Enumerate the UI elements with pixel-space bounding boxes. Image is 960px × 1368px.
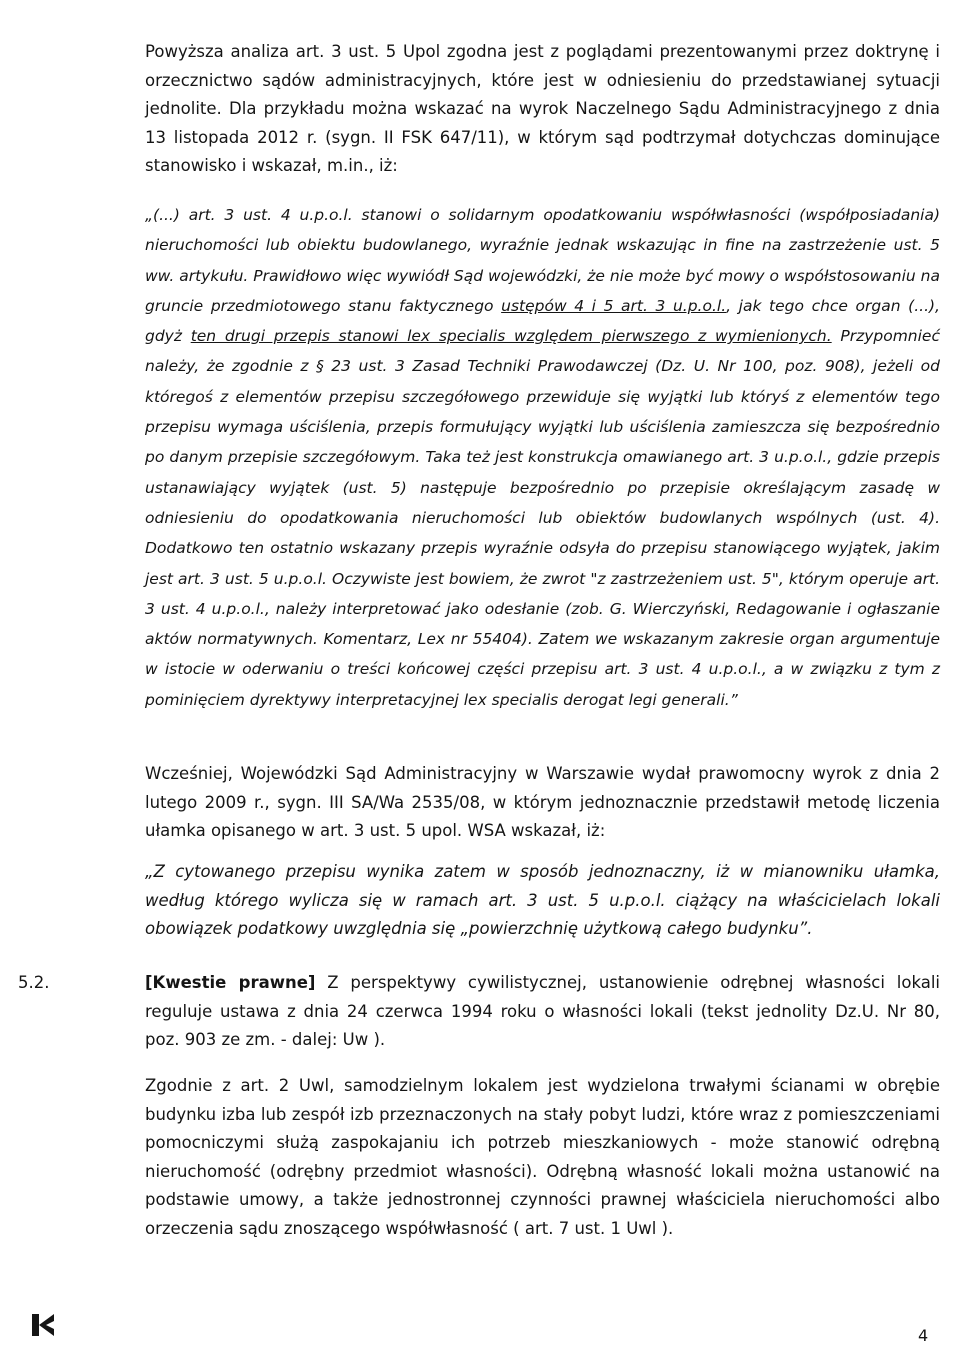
section-heading: [Kwestie prawne] xyxy=(145,973,316,992)
company-logo-icon xyxy=(30,1312,56,1338)
paragraph-legal-issues-text: Z perspektywy cywilistycznej, ustanowienie odrębnej własności lokali reguluje ustawa z dnia 24 czerwca 1994 roku o własności lokali (tekst jednolity Dz.U. Nr 80, poz. 903 ze zm. - dalej: Uw ). xyxy=(145,973,940,1049)
quote-nsa-judgment xyxy=(145,200,940,715)
paragraph-legal-issues xyxy=(145,969,940,1055)
page-number: 4 xyxy=(918,1326,929,1345)
paragraph-wsa-judgment: Wcześniej, Wojewódzki Sąd Administracyjny w Warszawie wydał prawomocny wyrok z dnia 2 lutego 2009 r., sygn. III SA/Wa 2535/08, w którym jednoznacznie przedstawił metodę liczenia ułamka opisanego w art. 3 ust. 5 upol. WSA wskazał, iż: xyxy=(145,764,940,840)
quote-nsa-part-a: „(...) art. 3 ust. 4 u.p.o.l. stanowi o solidarnym opodatkowaniu współwłasności (współposiadania) nieruchomości lub obiektu budowlanego, wyraźnie jednak wskazując in fine na zastrzeżenie ust. 5 ww. artykułu. Prawidłowo więc wywiódł Sąd wojewódzki, że nie może być mowy o współstosowaniu na gruncie przedmiotowego stanu faktycznego xyxy=(145,206,940,315)
quote-nsa-underlined-1: ustępów 4 i 5 art. 3 u.p.o.l. xyxy=(501,296,727,315)
paragraph-art2: Zgodnie z art. 2 Uwl, samodzielnym lokalem jest wydzielona trwałymi ścianami w obrębie budynku izba lub zespół izb przeznaczonych na stały pobyt ludzi, które wraz z pomieszczeniami pomocniczymi służą zaspokajaniu ich potrzeb mieszkaniowych - może stanowić odrębną nieruchomość (odrębny przedmiot własności). Odrębną własność lokali można ustanowić na podstawie umowy, a także jednostronnej czynności prawnej właściciela nieruchomości albo orzeczenia sądu znoszącego współwłasność ( art. 7 ust. 1 Uwl ). xyxy=(145,1076,940,1238)
quote-nsa-part-c: Przypomnieć należy, że zgodnie z § 23 ust. 3 Zasad Techniki Prawodawczej (Dz. U. Nr 100, poz. 908), jeżeli od któregoś z elementów przepisu szczegółowego przewiduje się wyjątki lub któryś z elementów tego przepisu wymaga uściślenia, przepis formułujący wyjątki lub uściślenia zamieszcza się bezpośrednio po danym przepisie szczegółowym. Taka też jest konstrukcja omawianego art. 3 u.p.o.l., gdzie przepis ustanawiający wyjątek (ust. 5) następuje bezpośrednio po przepisie określającym zasadę w odniesieniu do opodatkowania nieruchomości lub obiektów budowlanych wspólnych (ust. 4). Dodatkowo ten ostatnio wskazany przepis wyraźnie odsyła do przepisu stanowiącego wyjątek, jakim jest art. 3 ust. 5 u.p.o.l. Oczywiste jest bowiem, że zwrot "z zastrzeżeniem ust. 5", którym operuje art. 3 ust. 4 u.p.o.l., należy interpretować jako odesłanie (zob. G. Wierczyński, Redagowanie i ogłaszanie aktów normatywnych. Komentarz, Lex nr 55404). Zatem we wskazanym zakresie organ argumentuje w istocie w oderwaniu o treści końcowej części przepisu art. 3 ust. 4 u.p.o.l., a w związku z tym z pominięciem dyrektywy interpretacyjnej lex specialis derogat legi generali.” xyxy=(145,327,940,709)
section-number: 5.2. xyxy=(18,973,50,992)
quote-nsa-part-b: , jak tego chce organ (...), gdyż xyxy=(145,296,940,346)
quote-wsa-judgment: „Z cytowanego przepisu wynika zatem w sposób jednoznaczny, iż w mianowniku ułamka, według którego wylicza się w ramach art. 3 ust. 5 u.p.o.l. ciążący na właścicielach lokali obowiązek podatkowy uwzględnia się „powierzchnię użytkową całego budynku”. xyxy=(145,862,940,938)
quote-nsa-underlined-2: ten drugi przepis stanowi lex specialis względem pierwszego z wymienionych. xyxy=(190,327,832,346)
paragraph-intro: Powyższa analiza art. 3 ust. 5 Upol zgodna jest z poglądami prezentowanymi przez doktrynę i orzecznictwo sądów administracyjnych, które jest w odniesieniu do przedstawianej sytuacji jednolite. Dla przykładu można wskazać na wyrok Naczelnego Sądu Administracyjnego z dnia 13 listopada 2012 r. (sygn. II FSK 647/11), w którym sąd podtrzymał dotychczas dominujące stanowisko i wskazał, m.in., iż: xyxy=(145,42,940,175)
